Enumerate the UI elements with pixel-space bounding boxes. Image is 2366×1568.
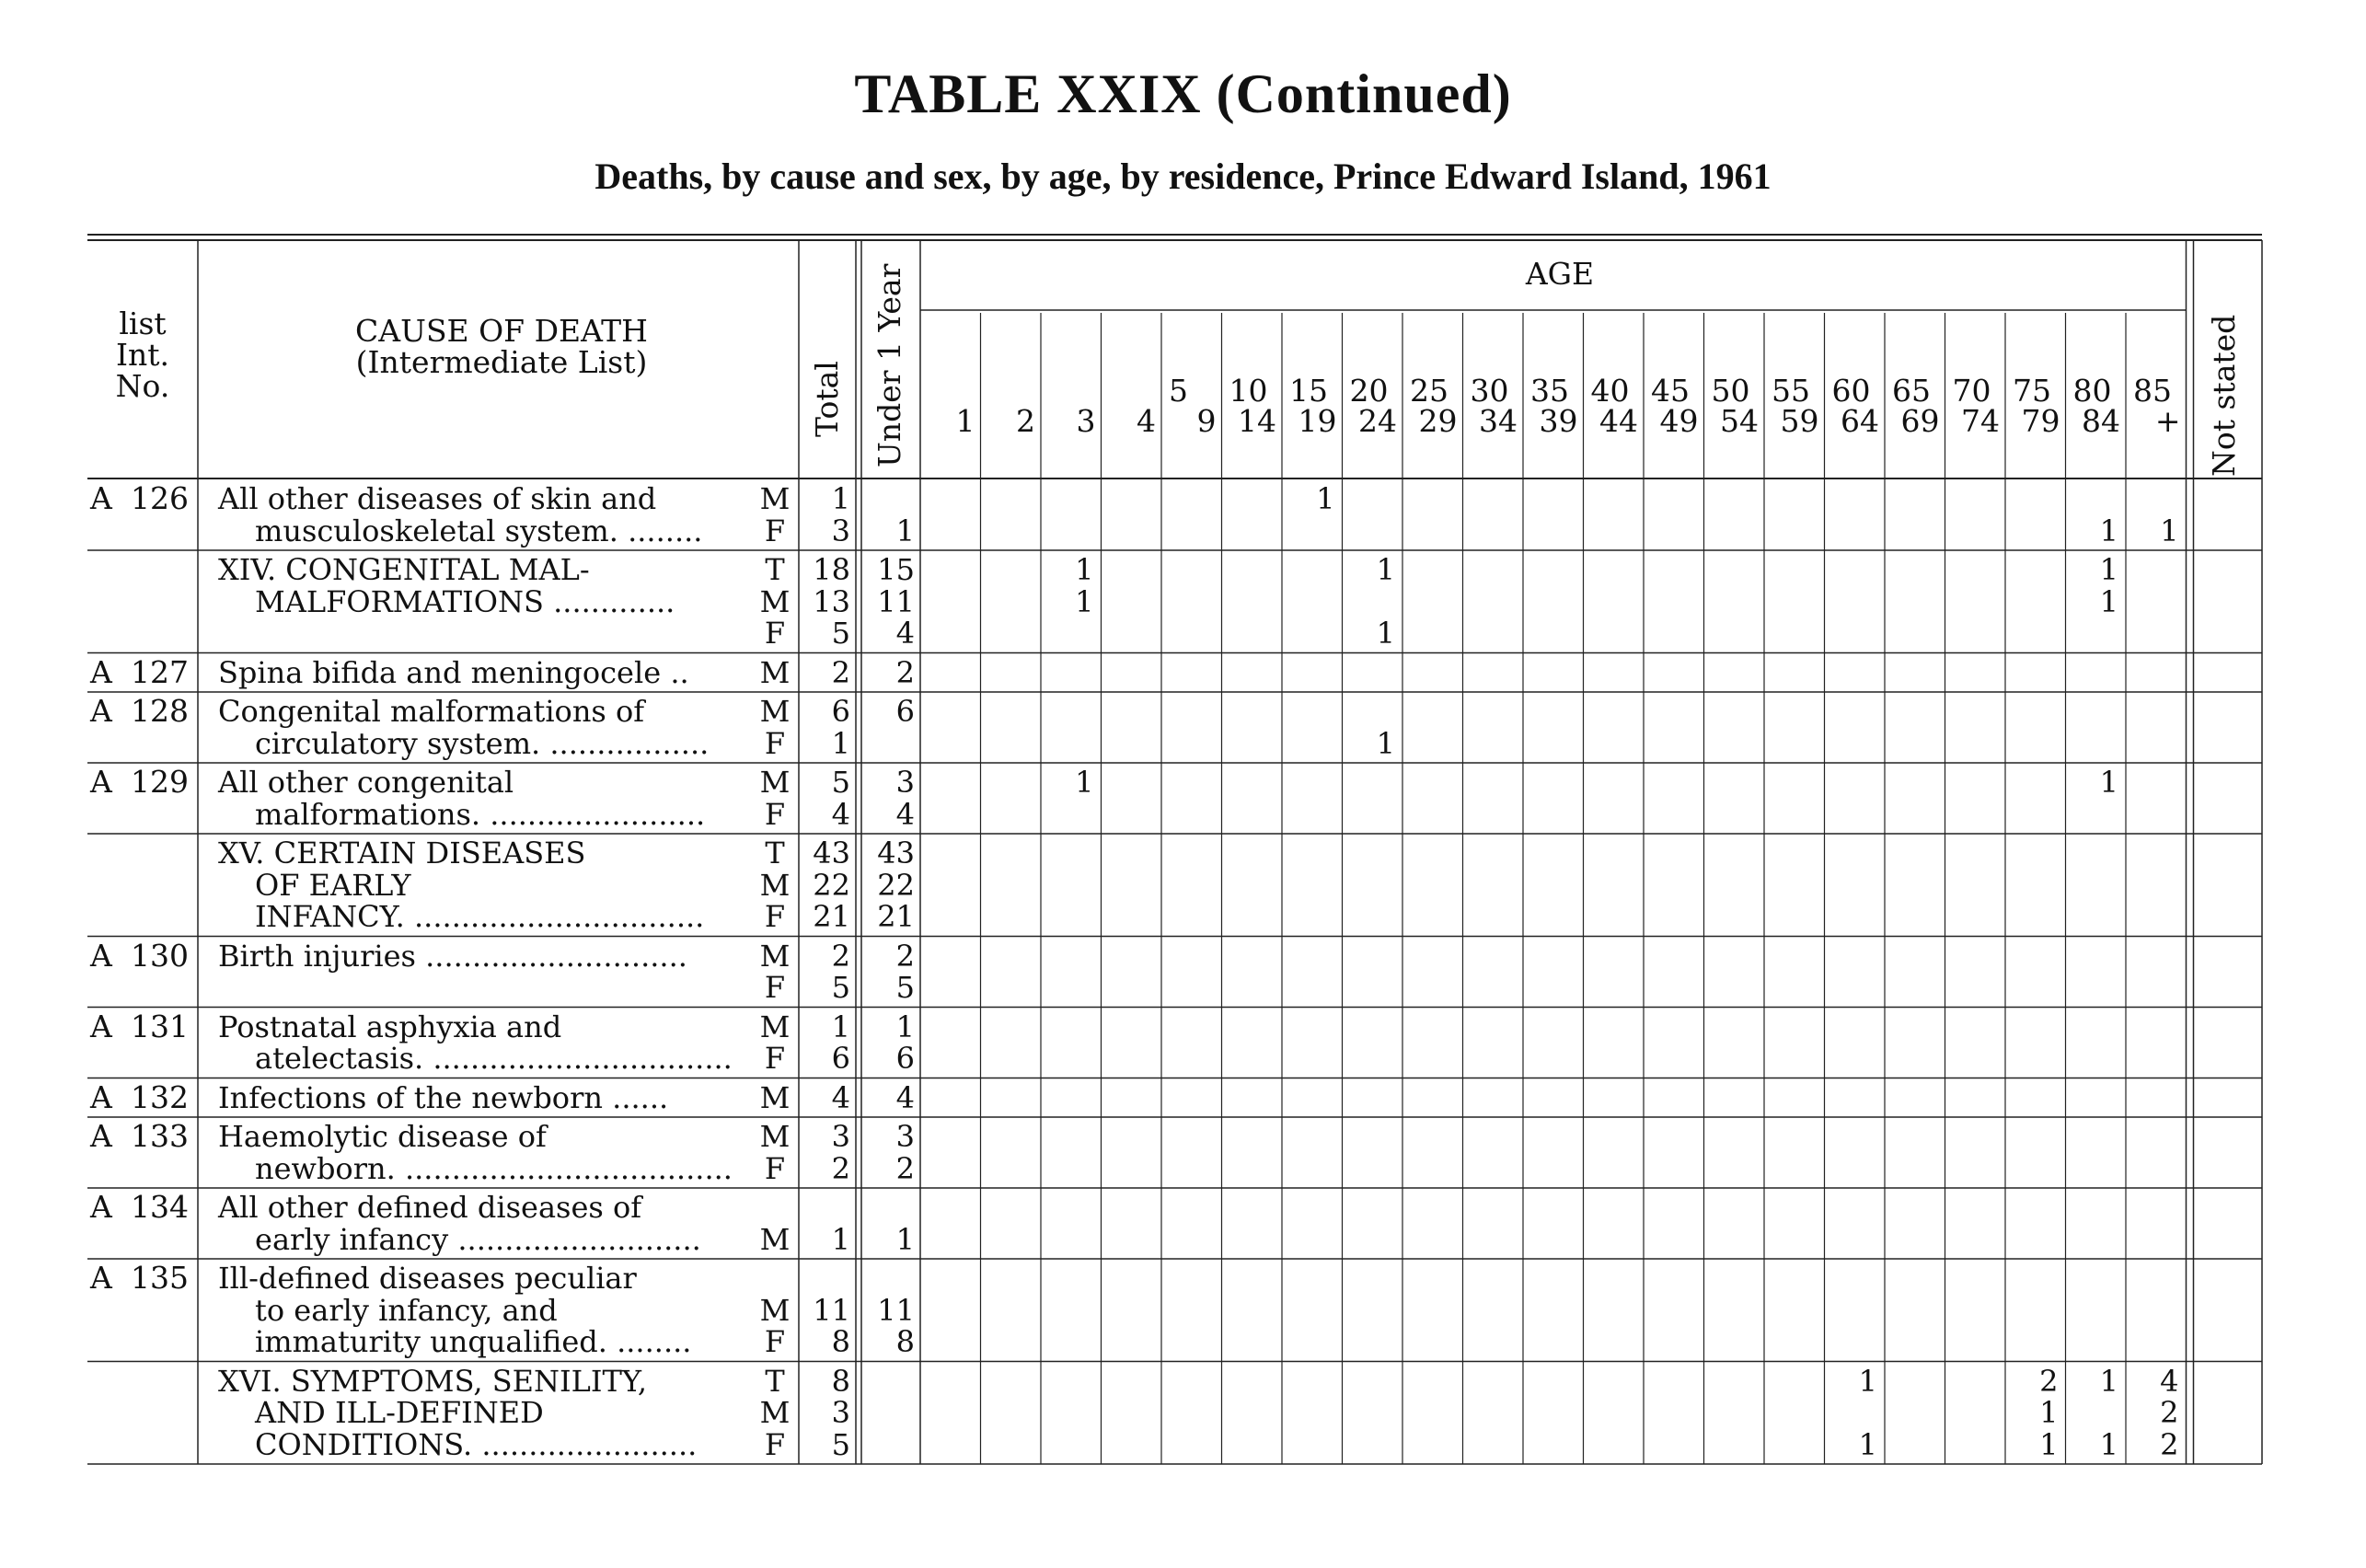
age-value: 1: [2039, 1395, 2059, 1430]
sex-code: F: [764, 1150, 786, 1186]
cause-of-death-text: XVI. SYMPTOMS, SENILITY,: [218, 1363, 648, 1399]
age-group-start: 10: [1229, 373, 1268, 409]
age-value: 1: [2099, 583, 2118, 619]
age-value: 2: [2160, 1426, 2179, 1462]
cause-of-death-text: Congenital malformations of: [218, 694, 645, 729]
under-1-year-value: 1: [895, 1221, 915, 1257]
total-value: 2: [831, 1150, 850, 1186]
total-value: 8: [831, 1324, 850, 1359]
total-value: 21: [813, 899, 850, 934]
int-list-number: 135: [131, 1260, 189, 1296]
sex-code: M: [759, 654, 791, 690]
age-group-end: 14: [1238, 403, 1276, 439]
total-value: 6: [831, 1041, 850, 1076]
total-value: 13: [813, 583, 850, 619]
header-not-stated: Not stated: [2206, 314, 2242, 477]
header-age: AGE: [1525, 256, 1595, 292]
age-group-start: 40: [1590, 373, 1630, 409]
sex-code: F: [764, 1426, 786, 1462]
age-value: 1: [2099, 1426, 2118, 1462]
under-1-year-value: 11: [877, 583, 915, 619]
age-group-end: 44: [1599, 403, 1638, 439]
age-group-end: 4: [1137, 403, 1156, 439]
sex-code: F: [764, 796, 786, 832]
age-group-end: 59: [1780, 403, 1819, 439]
int-list-prefix: A: [90, 480, 112, 516]
total-value: 5: [831, 765, 850, 800]
int-list-prefix: A: [90, 1078, 112, 1115]
sex-code: F: [764, 513, 786, 548]
under-1-year-value: 1: [895, 513, 915, 548]
cause-of-death-text: musculoskeletal system. ........: [255, 513, 703, 548]
total-value: 3: [831, 1119, 850, 1154]
cause-of-death-text: Birth injuries ............................: [218, 938, 687, 974]
cause-of-death-text: All other congenital: [218, 765, 514, 800]
under-1-year-value: 11: [877, 1292, 915, 1328]
age-group-end: 34: [1479, 403, 1518, 439]
under-1-year-value: 2: [895, 1150, 915, 1186]
sex-code: M: [759, 1292, 791, 1328]
total-value: 2: [831, 654, 850, 690]
total-value: 1: [831, 481, 850, 516]
cause-of-death-text: AND ILL-DEFINED: [255, 1395, 544, 1430]
int-list-number: 128: [131, 693, 189, 729]
int-list-prefix: A: [90, 653, 112, 690]
age-value: 1: [2099, 1363, 2118, 1399]
age-value: 1: [1075, 765, 1094, 800]
header-total: Total: [809, 361, 845, 437]
sex-code: M: [759, 583, 791, 619]
age-group-end: 24: [1358, 403, 1397, 439]
cause-of-death-text: Ill-defined diseases peculiar: [218, 1261, 637, 1296]
age-group-start: 65: [1892, 373, 1931, 409]
cause-of-death-text: Postnatal asphyxia and: [218, 1009, 562, 1044]
sex-code: F: [764, 1041, 786, 1076]
int-list-prefix: A: [90, 1189, 112, 1225]
sex-code: M: [759, 1079, 791, 1115]
sex-code: T: [765, 1363, 785, 1399]
cause-of-death-text: XIV. CONGENITAL MAL-: [218, 552, 590, 587]
total-value: 11: [813, 1292, 850, 1328]
total-value: 1: [831, 1009, 850, 1044]
int-list-number: 129: [131, 764, 189, 800]
age-group-end: 64: [1841, 403, 1879, 439]
age-group-end: 54: [1720, 403, 1759, 439]
sex-code: M: [759, 765, 791, 800]
age-value: 1: [1075, 552, 1094, 587]
under-1-year-value: 5: [895, 970, 915, 1005]
total-value: 4: [831, 1079, 850, 1115]
cause-of-death-text: Haemolytic disease of: [218, 1119, 547, 1154]
age-group-start: 80: [2072, 373, 2112, 409]
int-list-prefix: A: [90, 1260, 112, 1296]
under-1-year-value: 8: [895, 1324, 915, 1359]
under-1-year-value: 43: [877, 836, 915, 870]
age-group-end: 1: [955, 403, 975, 439]
sex-code: M: [759, 938, 791, 974]
age-value: 4: [2160, 1363, 2179, 1399]
int-list-prefix: A: [90, 1008, 112, 1044]
sex-code: M: [759, 1395, 791, 1430]
age-value: 1: [1858, 1426, 1877, 1462]
age-group-start: 15: [1289, 373, 1328, 409]
age-group-end: 3: [1076, 403, 1096, 439]
sex-code: F: [764, 899, 786, 934]
header-no-label: No.: [115, 368, 170, 404]
age-value: 1: [1376, 725, 1395, 761]
age-group-end: 9: [1196, 403, 1217, 439]
total-value: 5: [831, 1426, 850, 1462]
page-title: TABLE XXIX (Continued): [854, 63, 1512, 124]
total-value: 1: [831, 1221, 850, 1257]
age-value: 1: [2160, 513, 2179, 548]
cause-of-death-text: malformations. .......................: [255, 796, 706, 832]
total-value: 22: [813, 867, 850, 903]
age-group-start: 55: [1772, 373, 1810, 409]
sex-code: F: [764, 970, 786, 1005]
cause-of-death-text: Infections of the newborn ......: [218, 1079, 669, 1115]
age-group-end: +: [2154, 403, 2181, 439]
age-value: 1: [2099, 765, 2118, 800]
cause-of-death-text: early infancy ..........................: [255, 1221, 701, 1257]
total-value: 4: [831, 796, 850, 832]
sex-code: M: [759, 867, 791, 903]
total-value: 3: [831, 1395, 850, 1430]
age-group-start: 70: [1952, 373, 1991, 409]
sex-code: T: [765, 552, 785, 587]
int-list-prefix: A: [90, 937, 112, 974]
under-1-year-value: 6: [895, 694, 915, 729]
cause-of-death-text: MALFORMATIONS .............: [255, 583, 675, 619]
age-group-start: 85: [2133, 373, 2172, 409]
age-value: 1: [1316, 481, 1335, 516]
age-group-end: 79: [2021, 403, 2060, 439]
cause-of-death-text: CONDITIONS. .......................: [255, 1426, 698, 1462]
cause-of-death-text: circulatory system. .................: [255, 725, 710, 761]
age-group-end: 2: [1016, 403, 1035, 439]
sex-code: F: [764, 725, 786, 761]
under-1-year-value: 4: [895, 616, 915, 651]
sex-code: F: [764, 1324, 786, 1359]
int-list-prefix: A: [90, 1118, 112, 1154]
under-1-year-value: 3: [895, 1119, 915, 1154]
cause-of-death-text: immaturity unqualified. ........: [255, 1324, 692, 1359]
age-value: 2: [2039, 1363, 2059, 1399]
int-list-number: 127: [131, 653, 189, 690]
int-list-number: 130: [131, 937, 189, 974]
age-value: 1: [2099, 513, 2118, 548]
cause-of-death-text: All other diseases of skin and: [218, 481, 657, 516]
header-intermediate-list: (Intermediate List): [355, 344, 648, 380]
under-1-year-value: 15: [877, 552, 915, 587]
age-group-start: 5: [1169, 373, 1188, 409]
under-1-year-value: 2: [895, 938, 915, 974]
age-group-start: 20: [1349, 373, 1389, 409]
header-cause-of-death: CAUSE OF DEATH: [355, 313, 648, 349]
total-value: 3: [831, 513, 850, 548]
int-list-prefix: A: [90, 764, 112, 800]
int-list-number: 126: [131, 480, 189, 516]
age-group-start: 30: [1470, 373, 1509, 409]
age-group-end: 69: [1900, 403, 1940, 439]
total-value: 5: [831, 616, 850, 651]
sex-code: M: [759, 1009, 791, 1044]
age-value: 1: [1376, 552, 1395, 587]
sex-code: M: [759, 481, 791, 516]
sex-code: M: [759, 694, 791, 729]
age-value: 1: [2099, 552, 2118, 587]
total-value: 18: [813, 552, 850, 587]
under-1-year-value: 4: [895, 796, 915, 832]
age-value: 1: [1075, 583, 1094, 619]
sex-code: T: [765, 836, 785, 870]
under-1-year-value: 3: [895, 765, 915, 800]
age-group-start: 75: [2013, 373, 2051, 409]
sex-code: M: [759, 1119, 791, 1154]
total-value: 1: [831, 725, 850, 761]
cause-of-death-text: XV. CERTAIN DISEASES: [218, 836, 586, 870]
cause-of-death-text: newborn. ...................................: [255, 1150, 733, 1186]
sex-code: M: [759, 1221, 791, 1257]
cause-of-death-text: to early infancy, and: [255, 1292, 558, 1328]
age-value: 1: [1376, 616, 1395, 651]
age-value: 2: [2160, 1395, 2179, 1430]
age-group-start: 35: [1530, 373, 1569, 409]
under-1-year-value: 21: [877, 899, 915, 934]
total-value: 43: [813, 836, 850, 870]
int-list-number: 131: [131, 1008, 189, 1044]
int-list-prefix: A: [90, 693, 112, 729]
under-1-year-value: 22: [877, 867, 915, 903]
under-1-year-value: 1: [895, 1009, 915, 1044]
under-1-year-value: 6: [895, 1041, 915, 1076]
cause-of-death-text: Spina bifida and meningocele ..: [218, 654, 689, 690]
header-list-label: list: [119, 306, 167, 341]
under-1-year-value: 2: [895, 654, 915, 690]
age-group-end: 74: [1961, 403, 2000, 439]
header-under-1-year: Under 1 Year: [871, 263, 907, 467]
total-value: 6: [831, 694, 850, 729]
int-list-number: 133: [131, 1118, 189, 1154]
age-group-start: 50: [1711, 373, 1750, 409]
int-list-number: 134: [131, 1189, 189, 1225]
cause-of-death-text: OF EARLY: [255, 867, 411, 903]
total-value: 2: [831, 938, 850, 974]
age-group-start: 25: [1410, 373, 1448, 409]
cause-of-death-text: INFANCY. ...............................: [255, 899, 705, 934]
cause-of-death-text: atelectasis. ................................: [255, 1041, 733, 1076]
age-group-start: 45: [1651, 373, 1690, 409]
int-list-number: 132: [131, 1078, 189, 1115]
sex-code: F: [764, 616, 786, 651]
total-value: 8: [831, 1363, 850, 1399]
age-group-end: 19: [1298, 403, 1337, 439]
age-group-end: 49: [1659, 403, 1699, 439]
age-value: 1: [1858, 1363, 1877, 1399]
age-group-end: 29: [1418, 403, 1458, 439]
total-value: 5: [831, 970, 850, 1005]
age-value: 1: [2039, 1426, 2059, 1462]
age-group-end: 39: [1539, 403, 1578, 439]
under-1-year-value: 4: [895, 1079, 915, 1115]
age-group-start: 60: [1831, 373, 1871, 409]
age-group-end: 84: [2082, 403, 2120, 439]
header-int-label: Int.: [115, 337, 170, 373]
page-subtitle: Deaths, by cause and sex, by age, by residence, Prince Edward Island, 1961: [594, 156, 1772, 197]
cause-of-death-text: All other defined diseases of: [218, 1190, 642, 1225]
